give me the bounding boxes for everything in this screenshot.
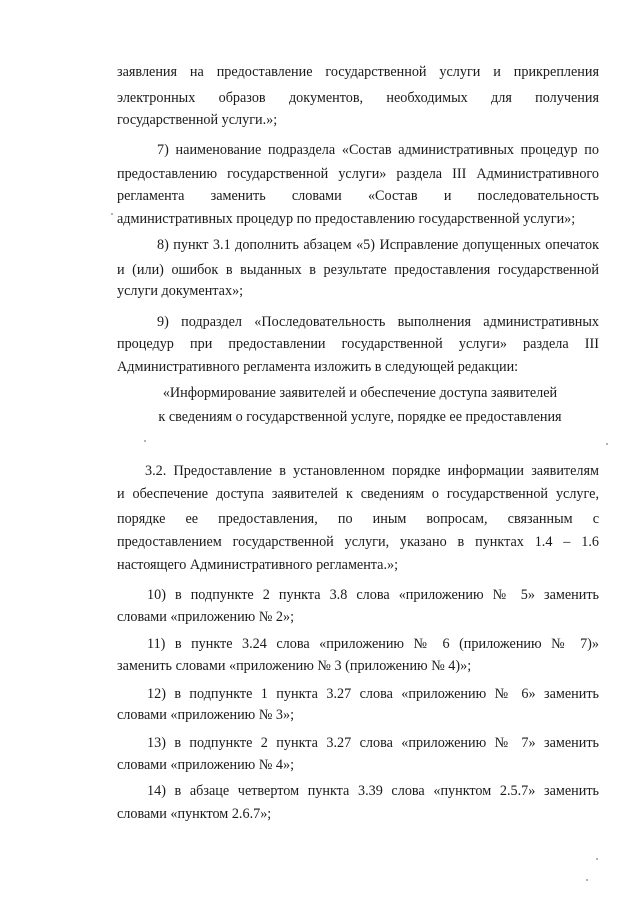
text-line: предоставлением государственной услуги, указано в пунктах 1.4 – 1.6 xyxy=(117,534,599,550)
text-line: и обеспечение доступа заявителей к сведениям о государственной услуге, xyxy=(117,486,599,502)
text-line: 11) в пункте 3.24 слова «приложению № 6 (приложению № 7)» xyxy=(147,636,599,652)
scan-speck xyxy=(596,858,598,860)
text-line: 14) в абзаце четвертом пункта 3.39 слова «пунктом 2.5.7» заменить xyxy=(147,783,599,799)
text-line: процедур при предоставлении государственной услуги» раздела III xyxy=(117,336,599,352)
text-line: 8) пункт 3.1 дополнить абзацем «5) Исправление допущенных опечаток xyxy=(157,237,599,253)
text-line: 10) в подпункте 2 пункта 3.8 слова «приложению № 5» заменить xyxy=(147,587,599,603)
text-line: регламента заменить словами «Состав и последовательность xyxy=(117,188,599,204)
text-line: словами «приложению № 3»; xyxy=(117,707,295,723)
text-line: предоставлению государственной услуги» раздела III Административного xyxy=(117,166,599,182)
text-line: 12) в подпункте 1 пункта 3.27 слова «приложению № 6» заменить xyxy=(147,686,599,702)
text-line: услуги документах»; xyxy=(117,283,244,299)
text-line: 13) в подпункте 2 пункта 3.27 слова «приложению № 7» заменить xyxy=(147,735,599,751)
text-line: словами «приложению № 4»; xyxy=(117,757,295,773)
scan-speck xyxy=(111,213,113,215)
text-line: Административного регламента изложить в следующей редакции: xyxy=(117,359,519,375)
text-line: словами «приложению № 2»; xyxy=(117,609,295,625)
text-line: 7) наименование подраздела «Состав административных процедур по xyxy=(157,142,599,158)
section-heading-line: «Информирование заявителей и обеспечение доступа заявителей xyxy=(162,385,558,401)
text-line: государственной услуги.»; xyxy=(117,112,278,128)
text-line: административных процедур по предоставлению государственной услуги»; xyxy=(117,211,576,227)
text-line: и (или) ошибок в выданных в результате предоставления государственной xyxy=(117,262,599,278)
text-line: настоящего Административного регламента.»; xyxy=(117,557,399,573)
text-line: 3.2. Предоставление в установленном порядке информации заявителям xyxy=(145,463,599,479)
text-line: заявления на предоставление государственной услуги и прикрепления xyxy=(117,64,599,80)
scan-speck xyxy=(586,879,588,881)
scan-speck xyxy=(606,443,608,445)
text-line: электронных образов документов, необходимых для получения xyxy=(117,90,599,106)
text-line: заменить словами «приложению № 3 (приложению № 4)»; xyxy=(117,658,472,674)
text-line: словами «пунктом 2.6.7»; xyxy=(117,806,272,822)
scan-speck xyxy=(144,440,146,442)
text-line: порядке ее предоставления, по иным вопросам, связанным с xyxy=(117,511,599,527)
text-line: 9) подраздел «Последовательность выполнения административных xyxy=(157,314,599,330)
section-heading-line: к сведениям о государственной услуге, порядке ее предоставления xyxy=(158,409,562,425)
